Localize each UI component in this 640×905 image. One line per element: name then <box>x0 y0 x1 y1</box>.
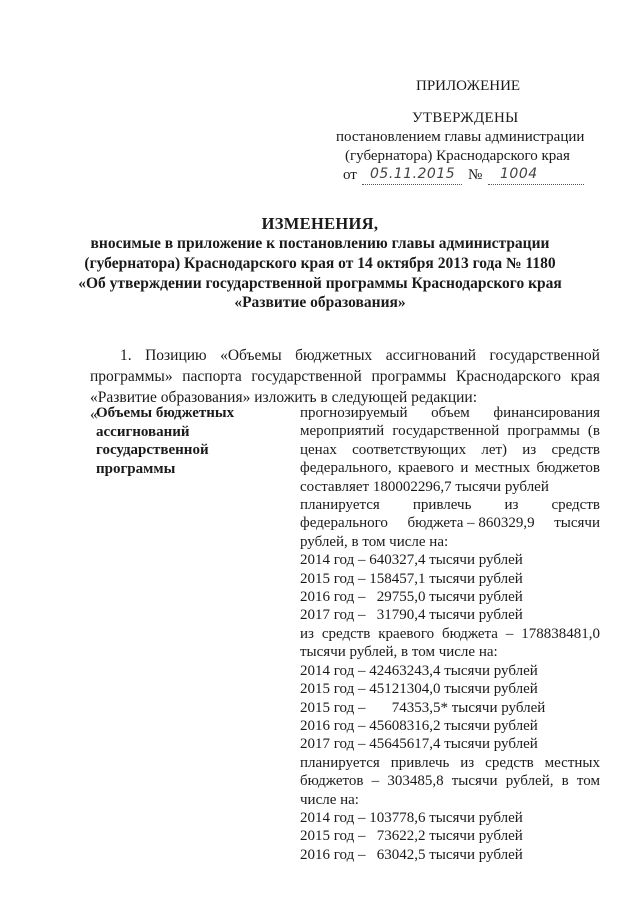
budget-value-line: составляет 180002296,7 тысячи рублей <box>300 478 549 495</box>
budget-value-word: средств <box>551 441 600 458</box>
budget-value-word: 178838481,0 <box>521 625 600 642</box>
budget-value-line <box>300 496 600 514</box>
budget-label-line: ассигнований <box>96 423 190 440</box>
budget-value-line: 2015 год – 45121304,0 тысячи рублей <box>300 681 538 698</box>
budget-value-word: объем <box>431 405 470 421</box>
title-line-1: вносимые в приложение к постановлению главы администрации <box>90 235 550 252</box>
budget-value-word: местных <box>474 460 531 477</box>
budget-value-word: – <box>371 773 380 790</box>
budget-value-word: планируется <box>300 754 380 771</box>
paragraph-line-3: «Развитие образования» изложить в следующей редакции: <box>90 389 478 406</box>
budget-value-word: краевого <box>378 625 435 642</box>
paragraph-line-2-word: края <box>570 368 600 385</box>
budget-value-word: из <box>504 497 519 514</box>
budget-value-word: лет) <box>481 441 508 458</box>
paragraph-line-2-word: Краснодарского <box>455 368 561 385</box>
title-line-4: «Развитие образования» <box>234 294 406 311</box>
budget-value-word: 303485,8 <box>387 773 444 790</box>
budget-value-line: 2014 год – 640327,4 тысячи рублей <box>300 552 523 569</box>
budget-value-line: рублей, в том числе на: <box>300 533 449 550</box>
handwritten-number: 1004 <box>500 166 538 182</box>
budget-value-line: 2016 год – 63042,5 тысячи рублей <box>300 846 523 863</box>
budget-value-word: средств <box>321 625 371 642</box>
budget-value-line: числе на: <box>300 791 359 808</box>
date-underline <box>362 184 462 185</box>
approved-by-line-2: (губернатора) Краснодарского края <box>345 148 570 164</box>
budget-value-line: 2016 год – 29755,0 тысячи рублей <box>300 589 523 606</box>
budget-value-word: ценах <box>300 441 337 458</box>
budget-value-line: тысячи рублей, в том числе на: <box>300 644 498 661</box>
budget-value-word: – <box>505 625 514 642</box>
budget-value-line <box>300 625 600 643</box>
date-from-label: от <box>343 167 357 183</box>
paragraph-line-1-word: Позицию <box>145 347 207 364</box>
budget-value-cell <box>300 404 600 864</box>
budget-value-word: рублей, <box>505 773 554 790</box>
budget-value-word: том <box>576 773 600 790</box>
title-line-3: «Об утверждении государственной программы Краснодарского края <box>78 275 562 292</box>
paragraph-line-2-word: программы» <box>90 368 173 385</box>
budget-value-word: бюджетов <box>536 460 600 477</box>
budget-value-line <box>300 404 600 422</box>
budget-value-word: из <box>300 625 314 642</box>
paragraph-line-1-word: «Объемы <box>220 347 282 364</box>
budget-value-line: 2015 год – 73622,2 тысячи рублей <box>300 828 523 845</box>
budget-value-word: планируется <box>300 497 380 514</box>
budget-value-word: средств <box>485 754 534 771</box>
approved-by-line-1: постановлением главы администрации <box>336 129 585 145</box>
budget-value-word: бюджета <box>442 625 498 642</box>
number-underline <box>488 184 584 185</box>
budget-value-line <box>300 422 600 440</box>
paragraph-line-1-word: ассигнований <box>385 347 476 364</box>
budget-value-word: средств <box>551 497 600 514</box>
paragraph-line-1-word: государственной <box>489 347 600 364</box>
budget-value-line <box>300 441 600 459</box>
approved-label: УТВЕРЖДЕНЫ <box>412 110 519 126</box>
paragraph-line-2-word: паспорта <box>182 368 242 385</box>
budget-value-line: 2014 год – 42463243,4 тысячи рублей <box>300 662 538 679</box>
paragraph-line-1-word: 1. <box>120 347 132 364</box>
budget-value-line <box>300 514 600 532</box>
budget-value-word: в <box>561 773 569 790</box>
budget-value-line: 2014 год – 103778,6 тысячи рублей <box>300 809 523 826</box>
budget-value-line <box>300 459 600 477</box>
budget-value-line: 2017 год – 45645617,4 тысячи рублей <box>300 736 538 753</box>
budget-label-cell <box>96 404 234 478</box>
budget-value-word: привлечь <box>412 497 472 514</box>
budget-value-word: мероприятий <box>300 423 385 440</box>
budget-value-word: финансирования <box>493 405 600 421</box>
budget-value-line: 2017 год – 31790,4 тысячи рублей <box>300 607 523 624</box>
budget-value-line: 2015 год – 158457,1 тысячи рублей <box>300 570 523 587</box>
document-title: ИЗМЕНЕНИЯ, <box>261 214 379 233</box>
budget-value-word: федерального <box>300 515 388 532</box>
budget-value-word: бюджета – 860329,9 <box>407 515 535 532</box>
handwritten-date: 05.11.2015 <box>370 166 456 182</box>
budget-value-word: тысячи <box>554 515 600 532</box>
budget-label-line: Объемы бюджетных <box>96 405 235 421</box>
budget-value-word: соответствующих <box>352 441 467 458</box>
appendix-label: ПРИЛОЖЕНИЕ <box>416 78 521 94</box>
budget-value-word: местных <box>544 754 600 771</box>
budget-value-word: краевого <box>398 460 454 477</box>
opening-quote: « <box>90 406 98 423</box>
budget-value-word: (в <box>587 423 600 440</box>
paragraph-line-1 <box>90 345 600 366</box>
title-line-2: (губернатора) Краснодарского края от 14 октября 2013 года № 1180 <box>84 255 556 272</box>
budget-label-line: государственной <box>96 442 209 458</box>
budget-value-word: тысячи <box>451 773 498 790</box>
budget-value-word: бюджетов <box>300 773 364 790</box>
paragraph-line-1-word: бюджетных <box>295 347 373 364</box>
budget-value-word: федерального, <box>300 460 392 477</box>
budget-value-word: из <box>460 754 475 771</box>
budget-value-word: привлечь <box>390 754 450 771</box>
budget-value-word: программы <box>507 423 580 440</box>
paragraph-line-2-word: государственной <box>251 368 362 385</box>
paragraph-line-2 <box>90 366 600 387</box>
budget-value-word: из <box>522 441 537 458</box>
budget-value-line: 2015 год – 74353,5* тысячи рублей <box>300 699 546 716</box>
paragraph-line-2-word: программы <box>371 368 447 385</box>
budget-value-word: государственной <box>392 423 500 440</box>
budget-value-line <box>300 754 600 772</box>
budget-value-word: и <box>460 460 469 477</box>
number-label: № <box>468 167 483 183</box>
budget-value-word: прогнозируемый <box>300 405 408 421</box>
budget-label-line: программы <box>96 460 176 477</box>
budget-value-line: 2016 год – 45608316,2 тысячи рублей <box>300 717 538 734</box>
budget-value-line <box>300 772 600 790</box>
